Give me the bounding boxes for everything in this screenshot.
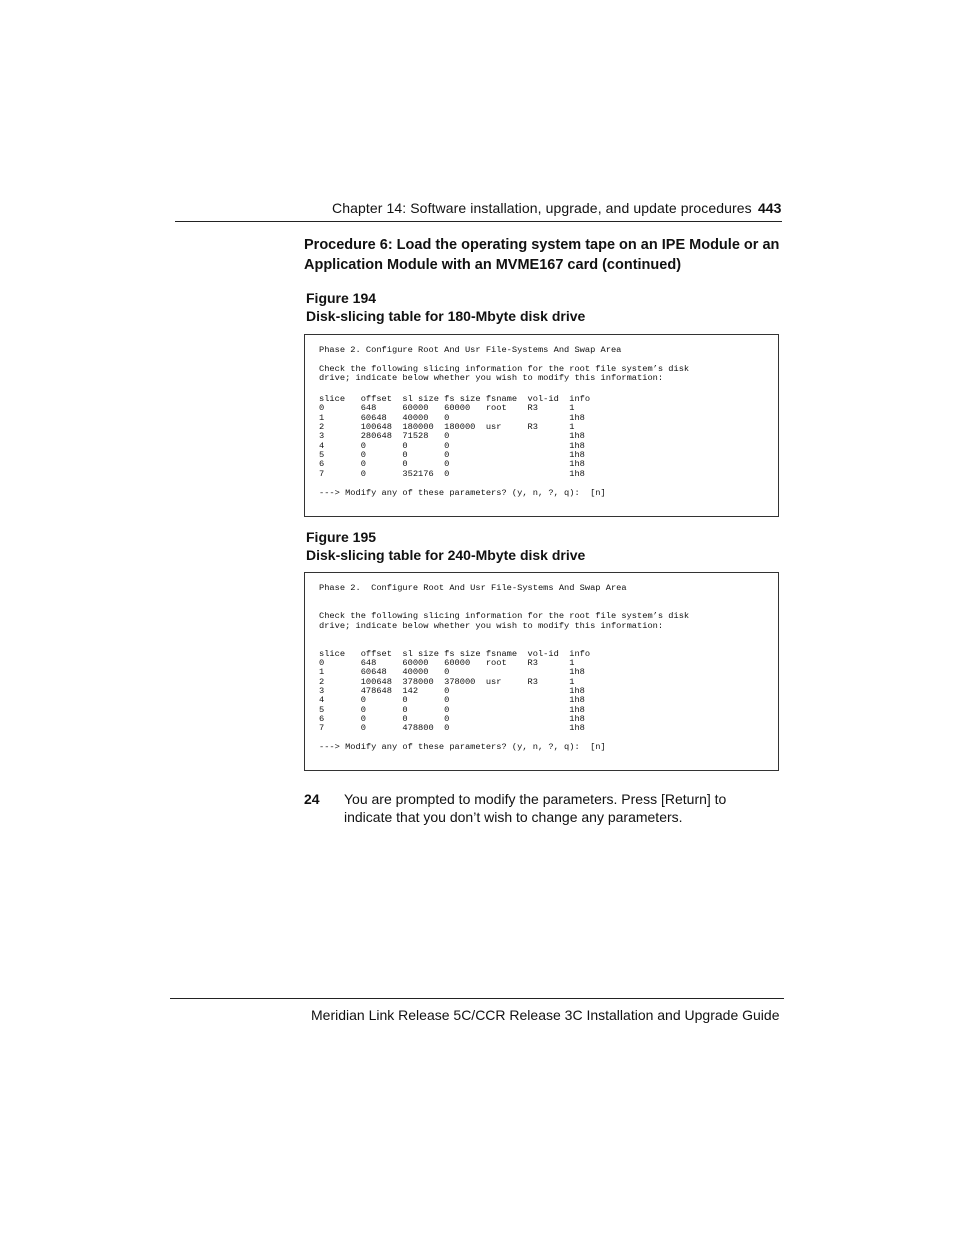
console-line: drive; indicate below whether you wish to modify this information: — [319, 621, 664, 631]
console-line: 2 100648 180000 180000 usr R3 1 — [319, 422, 575, 432]
footer-title: Meridian Link Release 5C/CCR Release 3C Installation and Upgrade Guide — [311, 1007, 780, 1023]
console-line: Phase 2. Configure Root And Usr File-Systems And Swap Area — [319, 345, 622, 355]
page-number: 443 — [758, 200, 782, 216]
console-line: 6 0 0 0 1h8 — [319, 714, 585, 724]
figure-194-caption — [306, 289, 585, 325]
console-line: slice offset sl size fs size fsname vol-id info — [319, 649, 591, 659]
console-line: 7 0 352176 0 1h8 — [319, 469, 585, 479]
console-line: 5 0 0 0 1h8 — [319, 450, 585, 460]
console-line: 4 0 0 0 1h8 — [319, 441, 585, 451]
figure-caption: Disk-slicing table for 180-Mbyte disk drive — [306, 308, 586, 324]
figure-number: Figure 194 — [306, 290, 377, 306]
header-divider — [175, 221, 782, 222]
console-line: 3 280648 71528 0 1h8 — [319, 431, 585, 441]
console-line: 4 0 0 0 1h8 — [319, 695, 585, 705]
console-line: Check the following slicing information for the root file system’s disk — [319, 364, 690, 374]
console-line: Check the following slicing information for the root file system’s disk — [319, 611, 690, 621]
procedure-title-line: Procedure 6: Load the operating system tape on an IPE Module or an — [304, 237, 780, 253]
console-line: ---> Modify any of these parameters? (y, n, ?, q): [n] — [319, 488, 606, 498]
figure-caption: Disk-slicing table for 240-Mbyte disk drive — [306, 547, 586, 563]
console-figure-195 — [304, 572, 779, 771]
step-text-line: indicate that you don’t wish to change any parameters. — [344, 809, 683, 825]
footer-divider — [170, 998, 784, 999]
console-line: 1 60648 40000 0 1h8 — [319, 413, 585, 423]
procedure-title-line: Application Module with an MVME167 card (continued) — [304, 257, 682, 273]
console-line: 6 0 0 0 1h8 — [319, 459, 585, 469]
console-line: 5 0 0 0 1h8 — [319, 705, 585, 715]
procedure-title — [304, 235, 782, 275]
step-text — [344, 790, 764, 826]
console-line: ---> Modify any of these parameters? (y, n, ?, q): [n] — [319, 742, 606, 752]
console-line: 1 60648 40000 0 1h8 — [319, 667, 585, 677]
console-line: 7 0 478800 0 1h8 — [319, 723, 585, 733]
chapter-title: Chapter 14: Software installation, upgrade, and update procedures — [332, 200, 752, 216]
figure-number: Figure 195 — [306, 529, 377, 545]
step-text-line: You are prompted to modify the parameters. Press [Return] to — [344, 791, 727, 807]
console-line: drive; indicate below whether you wish to modify this information: — [319, 373, 664, 383]
console-line: 3 478648 142 0 1h8 — [319, 686, 585, 696]
console-line: 0 648 60000 60000 root R3 1 — [319, 403, 575, 413]
console-line: Phase 2. Configure Root And Usr File-Systems And Swap Area — [319, 583, 627, 593]
console-line: 0 648 60000 60000 root R3 1 — [319, 658, 575, 668]
console-line: slice offset sl size fs size fsname vol-id info — [319, 394, 591, 404]
console-line: 2 100648 378000 378000 usr R3 1 — [319, 677, 575, 687]
step-number: 24 — [304, 791, 320, 807]
console-figure-194 — [304, 334, 779, 517]
figure-195-caption — [306, 528, 585, 564]
